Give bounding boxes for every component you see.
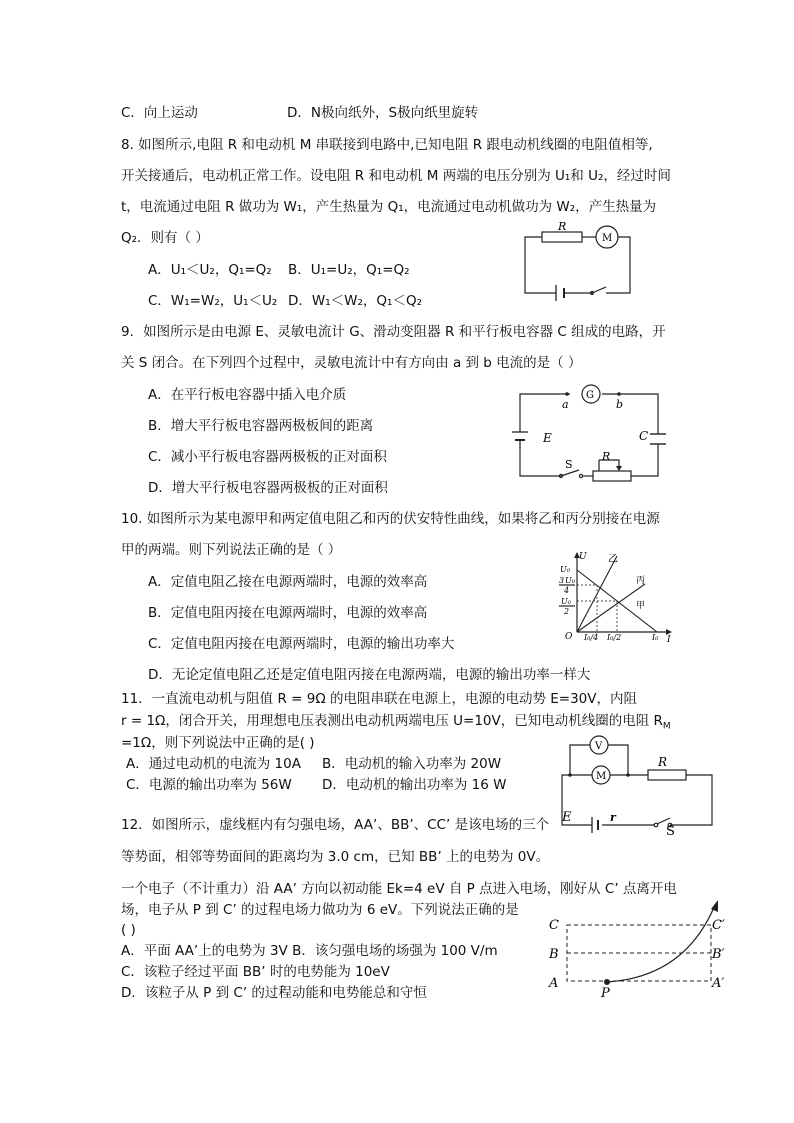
rheostat-r-label: R (602, 450, 611, 463)
q11-stem-line1: 11．一直流电动机与阻值 R = 9Ω 的电阻串联在电源上，电源的电动势 E=30V，内阻 (121, 691, 637, 707)
label-a-prime: A′ (712, 976, 725, 991)
q8-option-c: C．W₁=W₂，U₁＜U₂ (148, 293, 278, 309)
q8-stem-line1: 8. 如图所示,电阻 R 和电动机 M 串联接到电路中,已知电阻 R 跟电动机线圈的电阻值相等, (121, 137, 653, 153)
label-b-prime: B′ (712, 947, 725, 962)
internal-r-label: r (610, 811, 616, 824)
q8-option-b: B．U₁=U₂，Q₁=Q₂ (288, 262, 410, 278)
tick-i0: I₀ (652, 633, 659, 642)
switch-s-label: S (565, 458, 573, 471)
tick-3u0-num: 3 (559, 576, 565, 585)
motor-m-label: M (596, 771, 607, 782)
label-yi: 乙 (608, 554, 618, 565)
rheostat-r (593, 471, 631, 481)
q12-option-d: D．该粒子从 P 到 C’ 的过程动能和电势能总和守恒 (121, 985, 427, 1001)
q12-option-c: C．该粒子经过平面 BB’ 时的电势能为 10eV (121, 964, 390, 980)
q8-circuit-diagram (522, 222, 634, 302)
q10-option-a: A．定值电阻乙接在电源两端时，电源的效率高 (148, 574, 428, 590)
battery-e-label: E (562, 810, 572, 825)
prev-option-c: C．向上运动 (121, 105, 198, 121)
voltmeter-v-label: V (595, 741, 603, 752)
label-jia: 甲 (636, 601, 646, 611)
q9-circuit-diagram (515, 384, 665, 484)
q11-option-a: A．通过电动机的电流为 10A (126, 756, 301, 772)
switch-s-label: S (666, 824, 675, 839)
q10-stem-line1: 10. 如图所示为某电源甲和两定值电阻乙和丙的伏安特性曲线，如果将乙和丙分别接在电源 (121, 511, 660, 527)
q11-stem-line2: r = 1Ω，闭合开关，用理想电压表测出电动机两端电压 U=10V，已知电动机线圈的电阻 $R_M$ (121, 713, 671, 732)
battery-e-label: E (543, 431, 552, 445)
q8-option-a: A．U₁＜U₂，Q₁=Q₂ (148, 262, 272, 278)
q12-stem-line2: 等势面，相邻等势面间的距离均为 3.0 cm，已知 BB’ 上的电势为 0V。 (121, 849, 550, 865)
resistor-r-label: R (658, 755, 668, 769)
resistor-r-label: R (558, 220, 567, 233)
tick-i0-quarter: I₀/4 (584, 633, 599, 642)
q8-stem-line2: 开关接通后，电动机正常工作。设电阻 R 和电动机 M 两端的电压分别为 U₁和 U₂，经过时间 (121, 168, 671, 184)
axis-i-label: I (667, 635, 671, 645)
q8-stem-line4: Q₂．则有（ ） (121, 230, 209, 246)
q9-option-b: B．增大平行板电容器两极板间的距离 (148, 418, 374, 434)
q12-stem-line5: ( ) (121, 922, 136, 938)
q10-stem-line2: 甲的两端。则下列说法正确的是（ ） (121, 542, 342, 558)
q10-option-c: C．定值电阻丙接在电源两端时，电源的输出功率大 (148, 636, 455, 652)
q10-option-b: B．定值电阻丙接在电源两端时，电源的效率高 (148, 605, 428, 621)
resistor-r (542, 232, 582, 242)
tick-3u0-den: 4 (564, 586, 570, 595)
q10-option-d: D．无论定值电阻乙还是定值电阻丙接在电源两端，电源的输出功率一样大 (148, 667, 591, 683)
q9-stem-line1: 9．如图所示是由电源 E、灵敏电流计 G、滑动变阻器 R 和平行板电容器 C 组成的电路，开 (121, 324, 666, 340)
q12-stem-line4: 场，电子从 P 到 C’ 的过程电场力做功为 6 eV。下列说法正确的是 (121, 902, 519, 918)
motor-m-label: M (602, 233, 613, 244)
q8-stem-line3: t，电流通过电阻 R 做功为 W₁，产生热量为 Q₁，电流通过电动机做功为 W₂，产生热量为 (121, 199, 657, 215)
axis-u-label: U (579, 552, 587, 562)
label-c-prime: C′ (712, 918, 725, 933)
label-a: A (549, 976, 559, 991)
q8-option-d: D．W₁＜W₂，Q₁＜Q₂ (288, 293, 422, 309)
label-p: P (601, 986, 610, 1001)
label-c: C (549, 918, 559, 933)
q11-circuit-diagram (558, 735, 718, 839)
q12-stem-line1: 12．如图所示，虚线框内有匀强电场，AA’、BB’、CC’ 是该电场的三个 (121, 817, 550, 833)
q11-option-d: D．电动机的输出功率为 16 W (322, 777, 507, 793)
tick-i0-half: I₀/2 (607, 633, 622, 642)
electron-trajectory (607, 905, 715, 982)
tick-u0half-num: U₀ (561, 597, 571, 606)
q11-stem-line3: =1Ω，则下列说法中正确的是( ) (121, 735, 315, 751)
line-bing (577, 584, 645, 632)
label-bing: 丙 (636, 576, 646, 586)
node-a-label: a (562, 398, 569, 411)
resistor-r (648, 770, 686, 780)
q12-stem-line3: 一个电子（不计重力）沿 AA’ 方向以初动能 Ek=4 eV 自 P 点进入电场，刚好从 C’ 点离开电 (121, 881, 677, 897)
label-b: B (549, 947, 559, 962)
node-b-label: b (616, 398, 624, 411)
prev-option-d: D．N极向纸外，S极向纸里旋转 (287, 105, 479, 121)
tick-u0half-den: 2 (564, 607, 570, 616)
q9-stem-line2: 关 S 闭合。在下列四个过程中，灵敏电流计中有方向由 a 到 b 电流的是（ ） (121, 355, 582, 371)
tick-3u0-u0: U₀ (565, 576, 575, 585)
q9-option-d: D．增大平行板电容器两极板的正对面积 (148, 480, 388, 496)
point-p (604, 979, 610, 985)
q9-option-a: A．在平行板电容器中插入电介质 (148, 387, 347, 403)
q12-field-diagram (545, 895, 735, 1000)
q10-iv-graph (550, 550, 675, 645)
q11-option-b: B．电动机的输入功率为 20W (322, 756, 502, 772)
q9-option-c: C．减小平行板电容器两极板的正对面积 (148, 449, 387, 465)
q11-option-c: C．电源的输出功率为 56W (126, 777, 292, 793)
q12-option-ab: A．平面 AA’上的电势为 3V B．该匀强电场的场强为 100 V/m (121, 943, 498, 959)
origin-label: O (565, 632, 573, 642)
galvanometer-g-label: G (586, 390, 594, 401)
capacitor-c-label: C (639, 429, 649, 443)
tick-u0: U₀ (560, 565, 570, 574)
